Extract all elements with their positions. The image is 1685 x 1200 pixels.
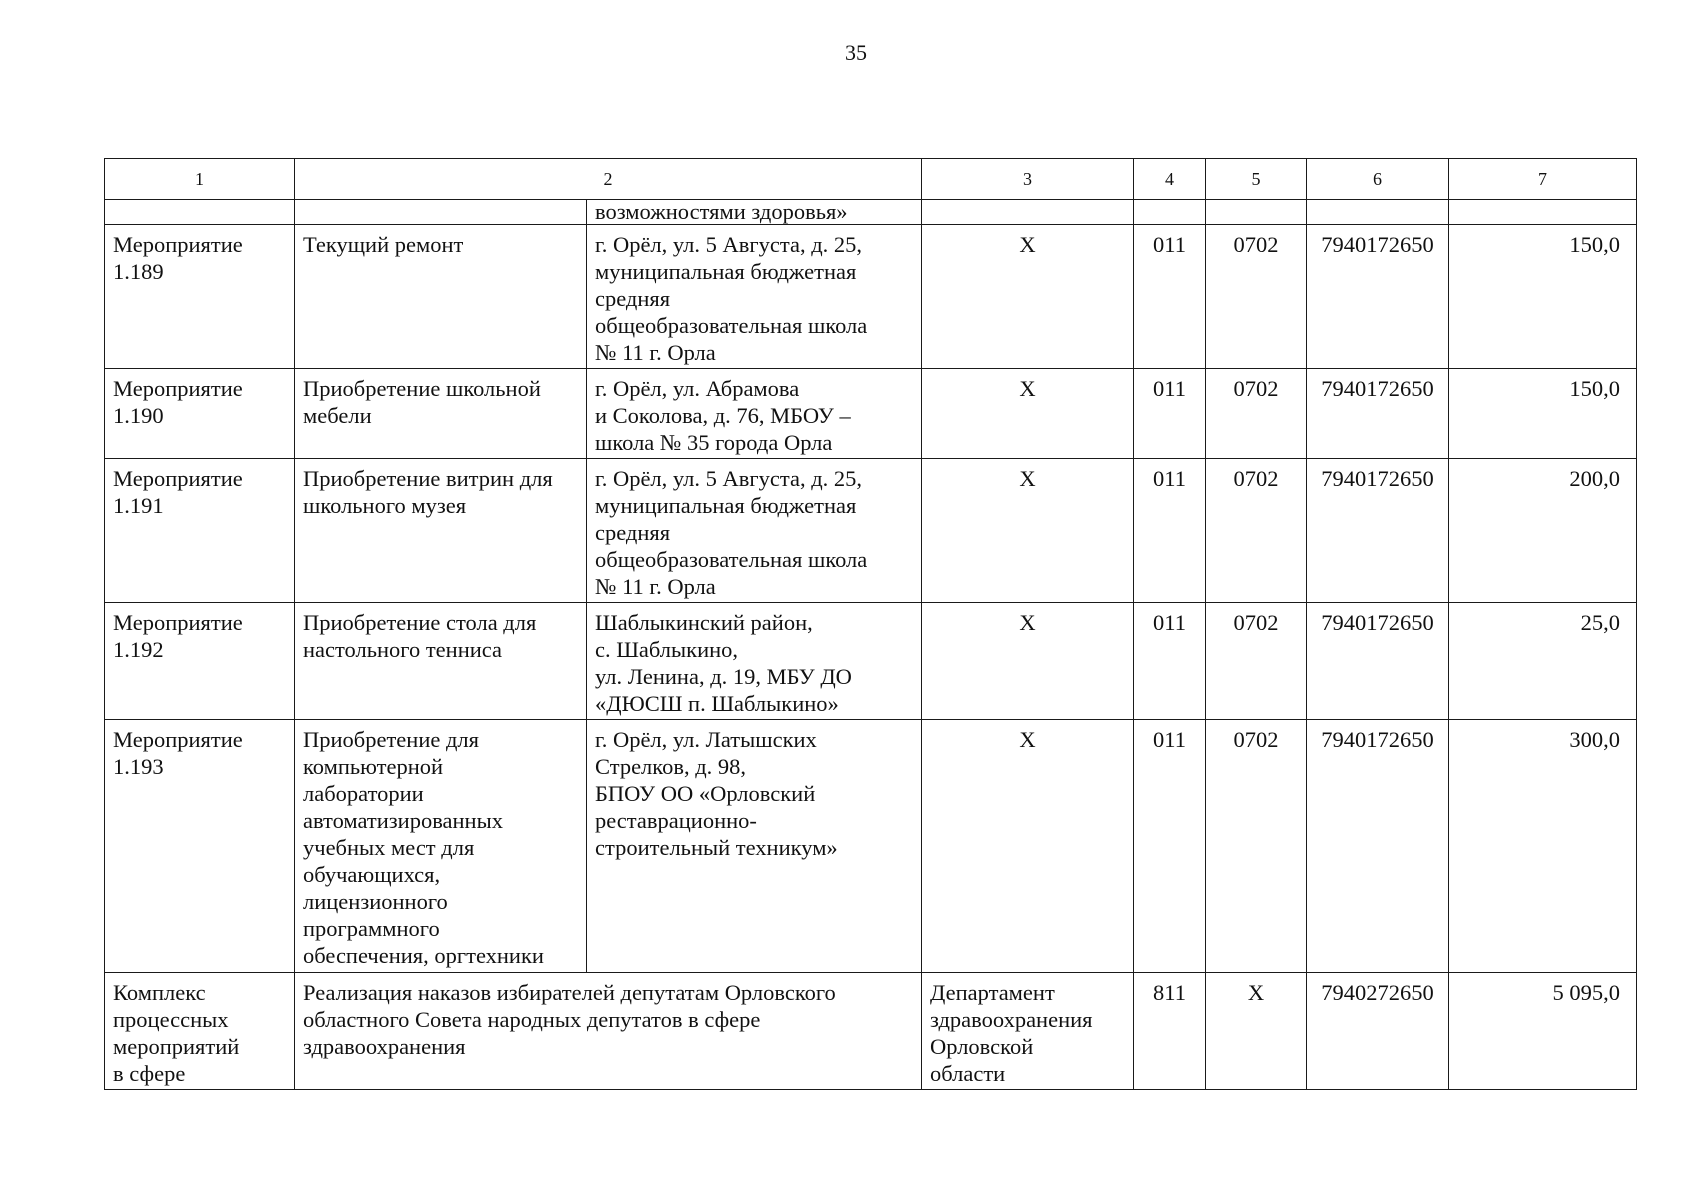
event-description-cell [295,603,587,720]
table-row [105,225,1637,369]
event-name-cell [105,720,295,973]
col7-value: 25,0 [1449,603,1637,720]
address-line: и Соколова, д. 76, МБОУ – [595,403,851,428]
col3-value: Х [922,369,1134,459]
address-line: средняя [595,520,671,545]
col6-value: 7940172650 [1307,225,1449,369]
event-name-line: Мероприятие [113,610,243,635]
event-description-cell [295,720,587,973]
complex-description-line: здравоохранения [303,1034,466,1059]
event-address-cell [587,225,922,369]
column-number-1: 1 [105,159,295,200]
event-name-cell [105,225,295,369]
col4-value: 011 [1134,369,1206,459]
col6-value: 7940172650 [1307,369,1449,459]
department-line: здравоохранения [930,1007,1093,1032]
continuation-cell-5 [1206,200,1307,225]
department-line: области [930,1061,1006,1086]
event-address-cell [587,459,922,603]
event-description-cell [295,225,587,369]
col7-value: 200,0 [1449,459,1637,603]
complex-name-line: в сфере [113,1061,186,1086]
budget-table [104,158,1637,1090]
event-description-line: учебных мест для [303,835,475,860]
complex-col4-value: 811 [1134,973,1206,1090]
col7-value: 150,0 [1449,225,1637,369]
event-description-line: автоматизированных [303,808,503,833]
address-line: г. Орёл, ул. Латышских [595,727,817,752]
continuation-cell-4 [1134,200,1206,225]
col5-value: 0702 [1206,369,1307,459]
col5-value: 0702 [1206,225,1307,369]
event-description-line: обучающихся, [303,862,441,887]
column-number-6: 6 [1307,159,1449,200]
event-address-cell [587,720,922,973]
continuation-cell-6 [1307,200,1449,225]
address-line: муниципальная бюджетная [595,259,857,284]
col6-value: 7940172650 [1307,459,1449,603]
column-number-7: 7 [1449,159,1637,200]
complex-name-line: мероприятий [113,1034,240,1059]
event-description-line: Текущий ремонт [303,232,464,257]
address-line: общеобразовательная школа [595,547,868,572]
col7-value: 300,0 [1449,720,1637,973]
complex-description-line: Реализация наказов избирателей депутатам Орловского [303,980,836,1005]
address-line: общеобразовательная школа [595,313,868,338]
column-number-4: 4 [1134,159,1206,200]
page-number: 35 [845,40,867,65]
address-line: г. Орёл, ул. 5 Августа, д. 25, [595,232,863,257]
address-line: № 11 г. Орла [595,574,716,599]
event-description-line: обеспечения, оргтехники [303,943,544,968]
col3-value: Х [922,459,1134,603]
event-address-cell [587,603,922,720]
complex-name-line: процессных [113,1007,229,1032]
complex-col7-value: 5 095,0 [1449,973,1637,1090]
event-name-cell [105,603,295,720]
address-line: г. Орёл, ул. 5 Августа, д. 25, [595,466,863,491]
event-name-line: Мероприятие [113,232,243,257]
event-description-line: лаборатории [303,781,424,806]
event-description-line: мебели [303,403,372,428]
address-line: № 11 г. Орла [595,340,716,365]
department-line: Орловской [930,1034,1034,1059]
event-name-line: Мероприятие [113,376,243,401]
address-line: реставрационно- [595,808,757,833]
event-description-line: настольного тенниса [303,637,503,662]
event-number: 1.192 [113,637,164,662]
address-line: БПОУ ОО «Орловский [595,781,816,806]
continuation-cell-1 [105,200,295,225]
continuation-text: возможностями здоровья» [587,200,922,225]
address-line: средняя [595,286,671,311]
table-row [105,369,1637,459]
event-number: 1.193 [113,754,164,779]
column-number-2: 2 [295,159,922,200]
complex-name-line: Комплекс [113,980,206,1005]
col4-value: 011 [1134,720,1206,973]
table-row [105,603,1637,720]
event-number: 1.191 [113,493,164,518]
continuation-cell-7 [1449,200,1637,225]
event-name-line: Мероприятие [113,727,243,752]
complex-col6-value: 7940272650 [1307,973,1449,1090]
col6-value: 7940172650 [1307,603,1449,720]
event-description-line: Приобретение витрин для [303,466,553,491]
column-number-row [105,159,1637,200]
event-description-line: школьного музея [303,493,467,518]
col5-value: 0702 [1206,603,1307,720]
col4-value: 011 [1134,603,1206,720]
event-description-line: Приобретение для [303,727,480,752]
continuation-cell-2 [295,200,587,225]
col4-value: 011 [1134,459,1206,603]
address-line: «ДЮСШ п. Шаблыкино» [595,691,839,716]
event-description-line: компьютерной [303,754,444,779]
complex-row [105,973,1637,1090]
address-line: г. Орёл, ул. Абрамова [595,376,800,401]
address-line: с. Шаблыкино, [595,637,739,662]
col3-value: Х [922,225,1134,369]
event-number: 1.190 [113,403,164,428]
col5-value: 0702 [1206,459,1307,603]
address-line: Стрелков, д. 98, [595,754,747,779]
col3-value: Х [922,720,1134,973]
event-number: 1.189 [113,259,164,284]
address-line: муниципальная бюджетная [595,493,857,518]
continuation-row [105,200,1637,225]
budget-table-wrap [104,158,1636,1090]
department-line: Департамент [930,980,1055,1005]
event-description-line: программного [303,916,440,941]
col5-value: 0702 [1206,720,1307,973]
col7-value: 150,0 [1449,369,1637,459]
event-name-cell [105,369,295,459]
complex-col5-value: Х [1206,973,1307,1090]
col4-value: 011 [1134,225,1206,369]
event-description-line: Приобретение стола для [303,610,537,635]
complex-description-line: областного Совета народных депутатов в сфере [303,1007,761,1032]
address-line: ул. Ленина, д. 19, МБУ ДО [595,664,852,689]
col6-value: 7940172650 [1307,720,1449,973]
continuation-cell-3 [922,200,1134,225]
event-name-cell [105,459,295,603]
column-number-3: 3 [922,159,1134,200]
column-number-5: 5 [1206,159,1307,200]
address-line: Шаблыкинский район, [595,610,813,635]
event-description-cell [295,459,587,603]
address-line: школа № 35 города Орла [595,430,833,455]
col3-value: Х [922,603,1134,720]
complex-description-cell [295,973,922,1090]
event-address-cell [587,369,922,459]
address-line: строительный техникум» [595,835,838,860]
event-description-cell [295,369,587,459]
event-description-line: Приобретение школьной [303,376,541,401]
complex-department-cell [922,973,1134,1090]
complex-name-cell [105,973,295,1090]
table-row [105,720,1637,973]
event-name-line: Мероприятие [113,466,243,491]
table-row [105,459,1637,603]
event-description-line: лицензионного [303,889,448,914]
